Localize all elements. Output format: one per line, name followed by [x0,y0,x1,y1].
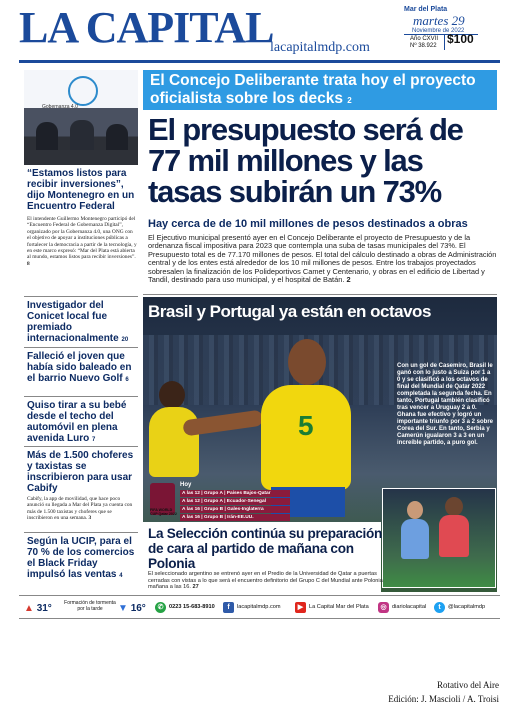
story-text: Cabify, la app de movilidad, que hace poco anunció su llegada a Mar del Plata ya cuenta con más de 1.500 taxistas y choferes que se inscribieron en una semana. [27,496,133,522]
story-cabify-body [27,496,137,522]
facebook-icon: f [223,602,234,613]
story-luro-title[interactable] [27,400,137,446]
fixture-row: A las 12 | Grupo A | Ecuador-Senegal [180,498,290,505]
table-shape [24,150,138,165]
youtube-link[interactable] [295,601,369,613]
page-ref: 3 [88,515,92,522]
main-body [148,234,498,284]
page-ref: 2 [346,275,351,285]
player-head-shape [445,497,463,516]
footer-divider [19,618,500,619]
page-ref: 6 [125,377,129,383]
sports-caption: Con un gol de Casemiro, Brasil le ganó con lo justo a Suiza por 1 a 0 y se clasificó a los octavos de final del Mundial de Qatar 2022 completada la segunda fecha. En tanto, Portugal también clasificó tras vencer a Uruguay 2 a 0. Ghana fue efectivo y logró un importante triunfo por 3 a 2 sobre Corea del Sur. En tanto, Serbia y Camerún igualaron 3 a 3 en un increíble partido, a puro gol. [397,363,494,446]
gobernanza-photo [24,70,138,165]
page-ref: 8 [27,260,30,267]
background-player-shape [149,407,199,477]
twitter-handle: @lacapitalmdp [448,604,486,610]
page-ref: 27 [192,584,199,590]
whatsapp-link[interactable] [155,601,215,613]
facebook-handle: lacapitalmdp.com [237,604,281,610]
whatsapp-icon: ✆ [155,602,166,613]
youtube-icon: ▶ [295,602,306,613]
sports-headline[interactable]: Brasil y Portugal ya están en octavos [148,302,431,321]
person-silhouette [36,122,58,152]
jersey-number: 5 [298,410,314,441]
facebook-link[interactable] [223,601,281,613]
twitter-link[interactable] [434,601,485,613]
story-title: Quiso tirar a su bebé desde el techo del automóvil en plena avenida Luro [27,400,127,444]
seleccion-text: El seleccionado argentino se entrenó ayer en el Predio de la Universidad de Qatar a puertas cerradas con vistas a lo que será el encuentro definitorio del Grupo C del Mundial ante Polonia mañana a las 16. [148,571,383,590]
player-shape [401,519,429,559]
seleccion-body [148,571,384,591]
instagram-icon: ◎ [378,602,389,613]
temp-max-value: 31° [36,603,52,614]
section-divider [143,294,497,295]
person-silhouette [70,120,94,152]
website-url[interactable]: lacapitalmdp.com [270,40,370,55]
edition-month: Noviembre de 2022 [412,28,465,34]
column-divider [24,296,138,297]
player-head-shape [159,381,185,409]
fixture-row: A las 16 | Grupo B | Gales-Inglaterra [180,506,290,513]
page-ref: 4 [119,573,123,579]
world-cup-logo-text: FIFA WORLD CUP Qatar 2022 [150,508,177,516]
player-shape [439,515,469,557]
story-ucip-title[interactable] [27,536,137,582]
story-title: Investigador del Conicet local fue premiado internacionalmente [27,300,119,344]
story-conicet-title[interactable] [27,300,137,346]
story-text: El intendente Guillermo Montenegro participó del “Encuentro Federal de Gobernanza Digital”, organizado por la Gobernanza 4.0, una ONG con el objetivo de apoyar a instituciones públicas a fortalecer la democracia a partir de la tecnología, y en este marco expresó: “Mar del Plata está abierta al mundo, estamos listos para recibir inversiones”. [27,216,137,261]
banner-text: El Concejo Deliberante trata hoy el proyecto oficialista sobre los decks [150,72,476,107]
youtube-handle: La Capital Mar del Plata [309,604,369,610]
seleccion-photo[interactable] [382,488,496,588]
edition-day: martes 29 [413,13,465,28]
masthead-rule [19,60,500,63]
edition-city: Mar del Plata [404,6,448,13]
concejo-banner-title [150,72,495,110]
column-divider [24,396,138,397]
column-divider [24,446,138,447]
column-divider [24,532,138,533]
fixture-label: Hoy [180,482,192,488]
story-title: Falleció el joven que había sido baleado en el barrio Nuevo Golf [27,351,132,384]
story-title: Según la UCIP, para el 70 % de los comercios el Black Friday impulsó las ventas [27,536,135,580]
instagram-handle: diariolacapital [392,604,427,610]
credit-line-2: Edición: J. Mascioli / A. Troisi [388,694,499,704]
main-body-text: El Ejecutivo municipal presentó ayer en el Concejo Deliberante el proyecto de Presupuesto y de la ordenanza fiscal impositiva para 2023 que contempla una suba de tasas municipales del 73%. El Presupuesto total es de 77.170 millones de pesos. El total del cálculo destinado a obras de Administración central y de los entes está alrededor de los 10 mil millones de pesos. Entre los trabajos proyectados sobresalen la finalización de los Polideportivos Camet y Centenario, y obras en el edificio de Libertad y Tandil, destinado para uso municipal, y el hospital de Batán. [148,233,497,285]
temp-max [24,603,52,614]
credit-line-1: Rotativo del Aire [437,680,499,690]
temp-min [118,603,146,614]
footer-divider [19,595,500,596]
main-subheadline: Hay cerca de de 10 mil millones de pesos destinados a obras [148,218,468,230]
story-cabify-title[interactable]: Más de 1.500 choferes y taxistas se inscribieron para usar Cabify [27,450,134,494]
fixture-row: A las 16 | Grupo B | Irán-EE.UU. [180,514,290,521]
story-nuevo-golf-title[interactable] [27,351,137,386]
newspaper-logo: LA CAPITAL [19,3,274,52]
gobernanza-caption: Gobernanza 4.0 [42,104,78,110]
temp-min-value: 16° [130,603,146,614]
page-ref: 2 [347,96,352,105]
gobernanza-logo-icon [68,76,98,106]
fixture-row: A las 12 | Grupo A | Países Bajos-Qatar [180,490,290,497]
issue-number: Nº 38.922 [410,43,437,49]
person-silhouette [106,124,128,152]
price: $100 [447,32,474,46]
whatsapp-number: 0223 15-683-8910 [169,604,215,610]
twitter-icon: t [434,602,445,613]
page-ref: 7 [92,437,96,443]
edition-issue [410,36,438,50]
story-montenegro-title[interactable]: “Estamos listos para recibir inversiones”, dijo Montenegro en un Encuentro Federal [27,168,135,212]
weather-label: Formación de tormenta por la tarde [64,600,116,612]
year-label: Año CXVII [410,36,439,42]
player-head-shape [407,501,423,519]
main-headline[interactable]: El presupuesto será de 77 mil millones y las tasas subirán un 73% [148,112,463,209]
seleccion-title[interactable]: La Selección continúa su preparación de cara al partido de mañana con Polonia [148,526,382,571]
sun-icon: ▲ [24,603,34,614]
player-head-shape [288,339,326,385]
instagram-link[interactable] [378,601,426,613]
story-montenegro-body [27,216,137,267]
page-ref: 20 [121,337,129,343]
column-divider [24,347,138,348]
masthead-divider-vertical [444,34,445,50]
cold-icon: ▼ [118,603,128,614]
